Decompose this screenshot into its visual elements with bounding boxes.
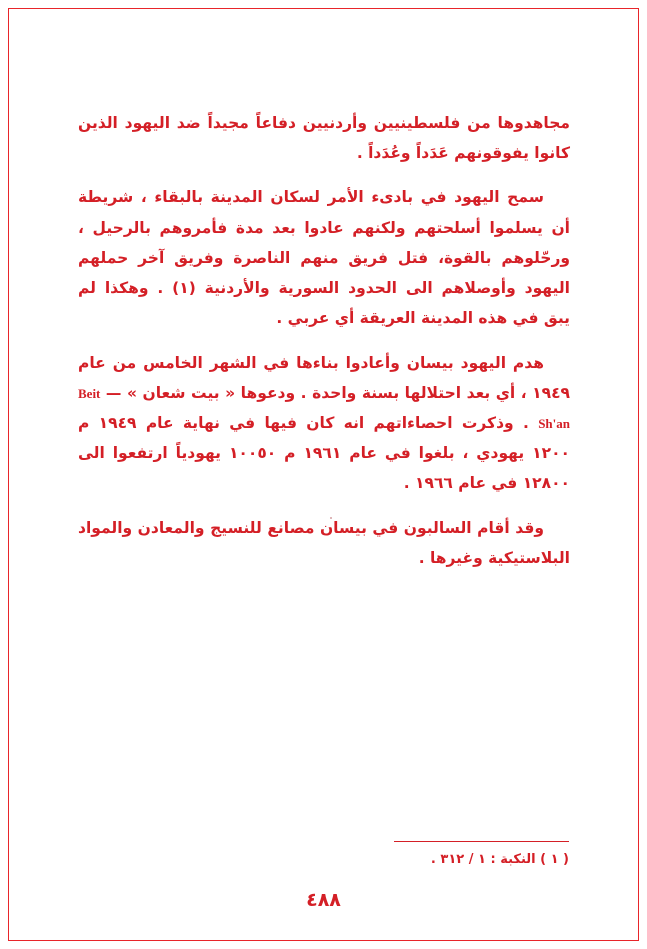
paragraph-4: وقد أقام السالبون في بيسان مصانع للنسيج والمعادن والمواد البلاستيكية وغيرها .: [78, 518, 570, 567]
latin-term: Beit Sh'an: [78, 385, 570, 431]
page-body-text: [78, 108, 570, 587]
ink-speck: [330, 517, 332, 519]
footnote-area: [77, 841, 569, 871]
footnote-text: ( ١ ) النكبة : ١ / ٣١٢ .: [430, 852, 569, 868]
paragraph-1: مجاهدوها من فلسطينيين وأردنيين دفاعاً مجيداً ضد اليهود الذين كانوا يفوقونهم عَدَداً وعُدَداً .: [78, 114, 570, 163]
paragraph-2: سمح اليهود في بادىء الأمر لسكان المدينة بالبقاء ، شريطة أن يسلموا أسلحتهم ولكنهم عادوا بعد مدة فأمروهم بالرحيل ، ورحّلوهم بالقوة، فتل فريق منهم الناصرة وفريق آخر حملهم اليهود وأوصلاهم الى الحدود السورية والأردنية (١) . وهكذا لم يبق في هذه المدينة العريقة أي عربي .: [78, 188, 570, 328]
paragraph-3: هدم اليهود بيسان وأعادوا بناءها في الشهر الخامس من عام ١٩٤٩ ، أي بعد احتلالها بسنة واحدة . ودعوها « بيت شعان » — Beit Sh'an . وذكرت احصاءاتهم انه كان فيها في نهاية عام ١٩٤٩ م ١٢٠٠ يهودي ، بلغوا في عام ١٩٦١ م ١٠٠٥٠ يهودياً ارتفعوا الى ١٢٨٠٠ في عام ١٩٦٦ .: [78, 353, 570, 493]
footnote-separator: [394, 841, 569, 843]
page-number: ٤٨٨: [306, 889, 341, 911]
